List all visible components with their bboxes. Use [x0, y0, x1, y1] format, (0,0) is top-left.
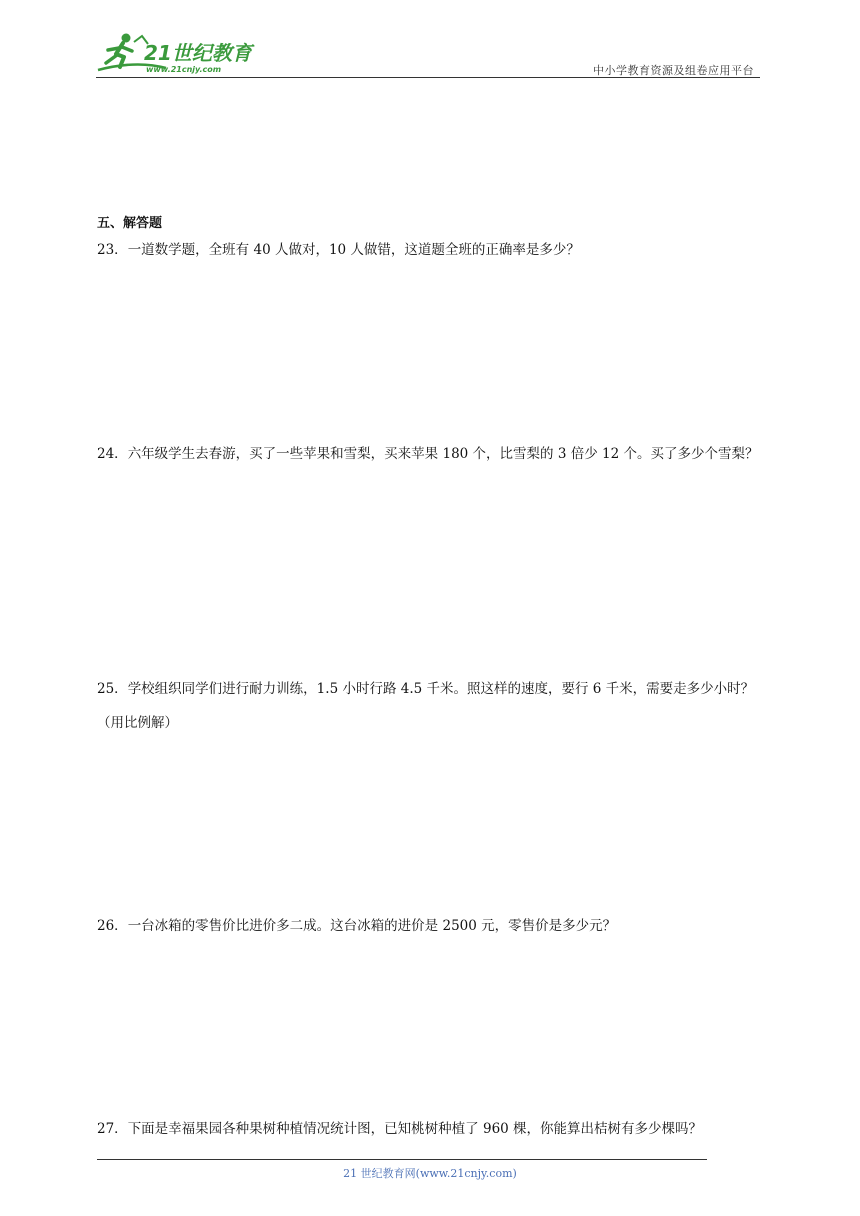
question-23 [97, 233, 763, 267]
runner-logo-icon [96, 30, 266, 78]
question-text: 一台冰箱的零售价比进价多二成。这台冰箱的进价是 2500 元，零售价是多少元？ [127, 918, 617, 934]
question-number: 26． [97, 918, 128, 934]
footer-divider [97, 1159, 707, 1160]
question-text: 六年级学生去春游，买了一些苹果和雪梨，买来苹果 180 个，比雪梨的 3 倍少 12 个。买了多少个雪梨？ [127, 446, 759, 462]
logo-title: 21世纪教育 [144, 41, 252, 65]
question-25 [97, 672, 763, 740]
section-title: 五、解答题 [97, 216, 163, 231]
question-number: 23． [97, 242, 128, 258]
question-24 [97, 437, 763, 471]
question-text: 学校组织同学们进行耐力训练，1.5 小时行路 4.5 千米。照这样的速度，要行 6 千米，需要走多少小时？（用比例解） [97, 681, 755, 731]
site-logo[interactable] [96, 30, 266, 78]
question-26 [97, 909, 763, 943]
logo-url: www.21cnjy.com [146, 65, 222, 74]
question-text: 一道数学题，全班有 40 人做对，10 人做错，这道题全班的正确率是多少？ [127, 242, 580, 258]
footer-link[interactable]: 21 世纪教育网(www.21cnjy.com) [343, 1167, 517, 1180]
header-divider [96, 77, 760, 78]
question-number: 24． [97, 446, 128, 462]
question-number: 27． [97, 1121, 128, 1137]
header-platform-text: 中小学教育资源及组卷应用平台 [593, 64, 754, 77]
question-text: 下面是幸福果园各种果树种植情况统计图，已知桃树种植了 960 棵，你能算出桔树有多少棵吗？ [127, 1121, 703, 1137]
question-27 [97, 1112, 763, 1146]
page-header [96, 30, 760, 80]
question-number: 25． [97, 681, 128, 697]
